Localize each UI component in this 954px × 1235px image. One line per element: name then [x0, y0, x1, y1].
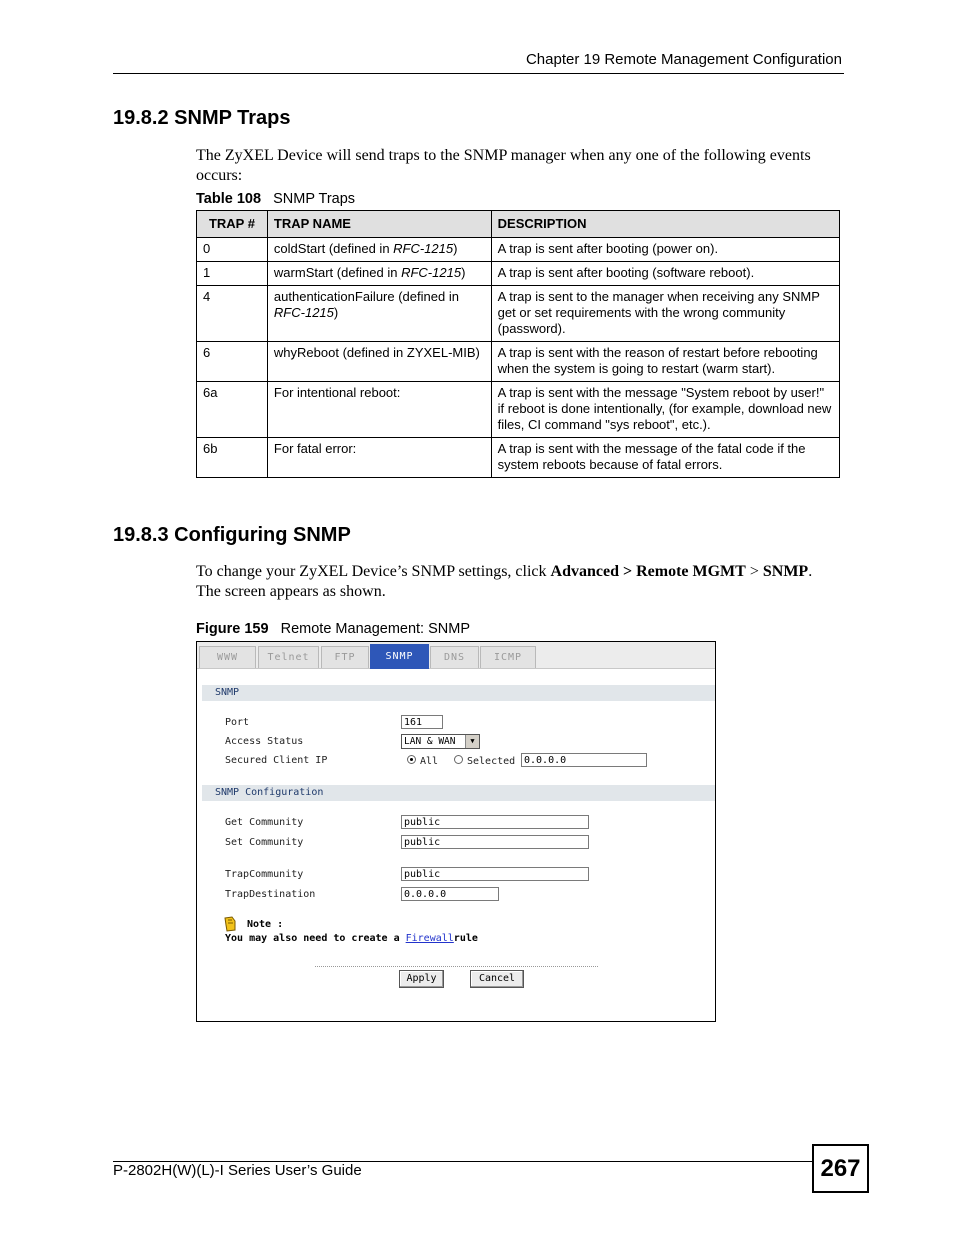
section-heading-snmp-traps: 19.8.2 SNMP Traps — [113, 107, 291, 129]
tab-icmp[interactable]: ICMP — [480, 646, 536, 668]
footer-guide-title: P-2802H(W)(L)-I Series User’s Guide — [113, 1162, 362, 1179]
radio-all-label: All — [420, 756, 439, 767]
access-status-select[interactable] — [401, 734, 480, 749]
figure-caption-label: Figure 159 — [196, 621, 269, 637]
radio-selected-label: Selected — [467, 756, 516, 767]
port-input[interactable]: 161 — [401, 715, 443, 729]
trap-name — [267, 286, 491, 342]
get-community-label: Get Community — [225, 817, 304, 828]
set-community-input[interactable]: public — [401, 835, 589, 849]
trap-desc: A trap is sent after booting (power on). — [491, 238, 839, 262]
figure-caption-title: Remote Management: SNMP — [280, 621, 471, 637]
trap-name-ref: RFC-1215 — [401, 265, 462, 280]
trap-destination-label: TrapDestination — [225, 889, 316, 900]
trap-desc: A trap is sent to the manager when receiving any SNMP get or set requirements with the wrong community (password). — [491, 286, 839, 342]
tab-ftp[interactable]: FTP — [321, 646, 369, 668]
table-row — [197, 342, 840, 382]
col-header-description: DESCRIPTION — [491, 211, 839, 238]
trap-num: 1 — [197, 262, 268, 286]
trap-community-input[interactable]: public — [401, 867, 589, 881]
chevron-down-icon[interactable]: ▼ — [465, 735, 479, 748]
menu-path-snmp: SNMP — [762, 563, 809, 580]
trap-num: 0 — [197, 238, 268, 262]
tab-telnet[interactable]: Telnet — [258, 646, 319, 668]
trap-name: whyReboot (defined in ZYXEL-MIB) — [267, 342, 491, 382]
trap-name: For fatal error: — [267, 438, 491, 478]
tab-dns[interactable]: DNS — [430, 646, 479, 668]
header-rule — [113, 73, 844, 74]
trap-name-tail: ) — [453, 241, 458, 256]
tab-snmp[interactable]: SNMP — [370, 644, 429, 669]
secured-client-ip-label: Secured Client IP — [225, 755, 328, 766]
note-title: Note : — [247, 919, 284, 930]
table-caption — [196, 191, 355, 207]
trap-num: 4 — [197, 286, 268, 342]
radio-all[interactable] — [407, 755, 416, 764]
col-header-trap-num: TRAP # — [197, 211, 268, 238]
port-label: Port — [225, 717, 250, 728]
table-row — [197, 382, 840, 438]
table-caption-label: Table 108 — [196, 191, 262, 207]
section-intro: The ZyXEL Device will send traps to the SNMP manager when any one of the following events occurs: — [196, 147, 811, 184]
snmp-traps-table — [196, 210, 840, 478]
table-caption-title: SNMP Traps — [273, 191, 356, 207]
intro-text: To change your ZyXEL Device’s SNMP settings, click — [196, 563, 551, 580]
trap-name-tail: ) — [333, 305, 339, 320]
trap-destination-input[interactable]: 0.0.0.0 — [401, 887, 499, 901]
page-number: 267 — [812, 1144, 869, 1193]
note-suffix: rule — [453, 933, 478, 944]
intro-tail: . The screen appears as shown. — [196, 563, 813, 600]
section2-intro — [196, 562, 836, 602]
table-row — [197, 286, 840, 342]
trap-name-text: authenticationFailure (defined in — [273, 289, 459, 304]
table-row — [197, 438, 840, 478]
access-status-value: LAN & WAN — [404, 736, 456, 747]
trap-name-ref: RFC-1215 — [273, 305, 334, 320]
client-ip-input[interactable]: 0.0.0.0 — [521, 753, 647, 767]
chapter-header: Chapter 19 Remote Management Configuration — [525, 51, 842, 68]
trap-desc: A trap is sent after booting (software reboot). — [491, 262, 839, 286]
table-header-row — [197, 211, 840, 238]
button-divider — [315, 966, 598, 967]
table-row — [197, 262, 840, 286]
note-text — [225, 933, 478, 944]
get-community-input[interactable]: public — [401, 815, 589, 829]
trap-name — [267, 262, 491, 286]
trap-desc: A trap is sent with the message of the fatal code if the system reboots because of fatal errors. — [491, 438, 839, 478]
trap-desc: A trap is sent with the reason of restart before rebooting when the system is going to restart (warm start). — [491, 342, 839, 382]
firewall-link[interactable]: Firewall — [405, 933, 454, 944]
figure-caption — [196, 621, 470, 637]
snmp-configuration-band: SNMP Configuration — [202, 785, 715, 801]
tab-bar — [197, 642, 715, 669]
note-hand-icon — [223, 916, 237, 932]
trap-num: 6a — [197, 382, 268, 438]
trap-num: 6 — [197, 342, 268, 382]
tab-www[interactable]: WWW — [199, 646, 256, 668]
menu-path: Advanced > Remote MGMT — [550, 563, 746, 580]
trap-name-text: coldStart (defined in — [273, 241, 394, 256]
access-status-label: Access Status — [225, 736, 304, 747]
cancel-button[interactable]: Cancel — [470, 970, 524, 988]
trap-name-text: warmStart (defined in — [273, 265, 402, 280]
col-header-trap-name: TRAP NAME — [267, 211, 491, 238]
section-heading-configuring-snmp: 19.8.3 Configuring SNMP — [113, 524, 351, 546]
trap-community-label: TrapCommunity — [225, 869, 304, 880]
trap-name-ref: RFC-1215 — [393, 241, 454, 256]
trap-name: For intentional reboot: — [267, 382, 491, 438]
snmp-screenshot — [196, 641, 716, 1022]
table-row — [197, 238, 840, 262]
trap-num: 6b — [197, 438, 268, 478]
trap-name — [267, 238, 491, 262]
trap-name-tail: ) — [461, 265, 466, 280]
snmp-section-band: SNMP — [202, 685, 715, 701]
intro-separator: > — [745, 563, 763, 580]
trap-desc: A trap is sent with the message "System reboot by user!" if reboot is done intentionally, (for example, download new files, CI command "sys reboot", etc.). — [491, 382, 839, 438]
apply-button[interactable]: Apply — [399, 970, 444, 988]
note-prefix: You may also need to create a — [225, 933, 406, 944]
set-community-label: Set Community — [225, 837, 304, 848]
radio-selected[interactable] — [454, 755, 463, 764]
